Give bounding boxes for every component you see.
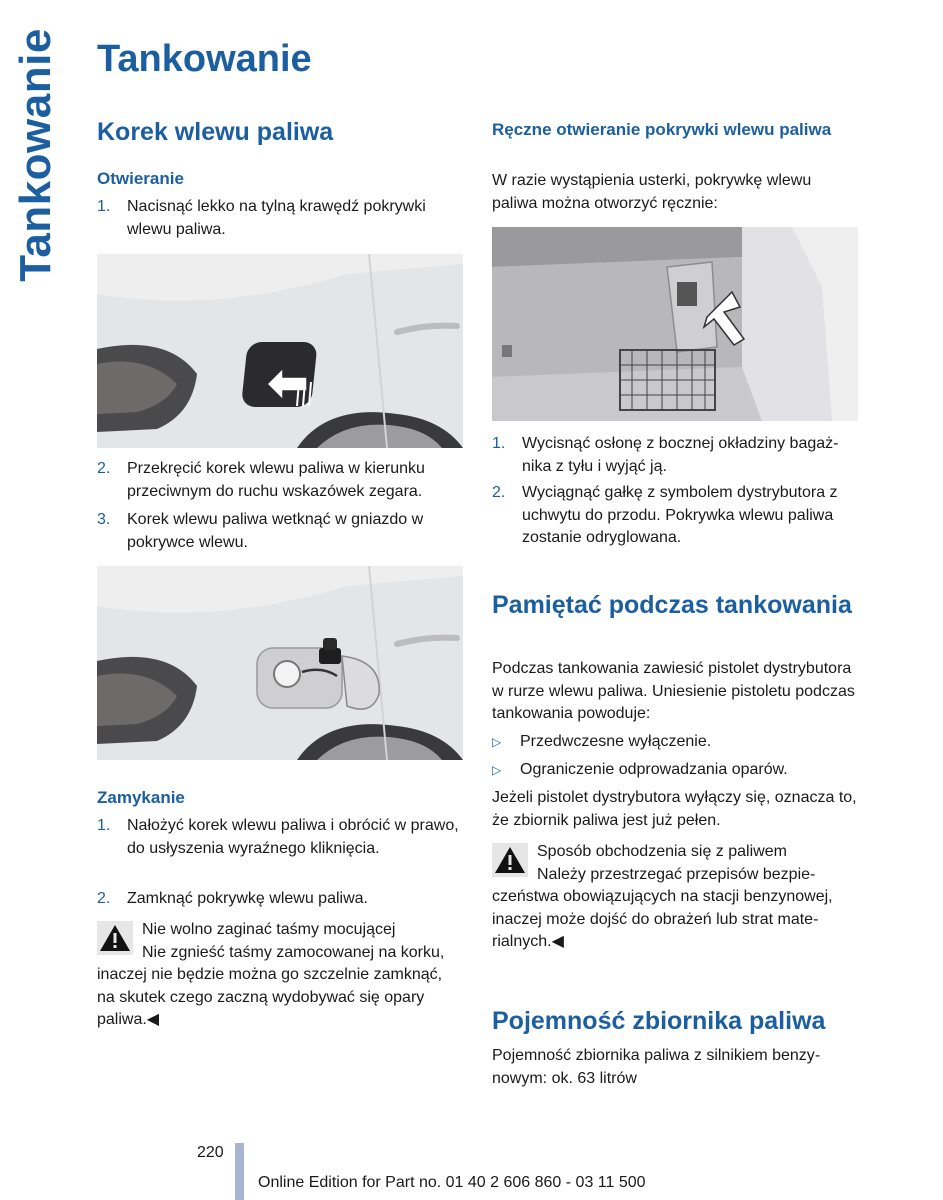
section-heading-fuel-cap: Korek wlewu paliwa — [97, 118, 334, 146]
warning-fuel-handling — [492, 841, 858, 954]
warning-text: Nie zgnieść taśmy zamocowanej na korku, inaczej nie będzie można go szczelnie zamknąć, na skutek czego zaczną wydobywać się opary paliwa.◀ — [97, 943, 445, 1028]
step-text: Korek wlewu paliwa wetknąć w gniazdo w pokrywce wlewu. — [127, 511, 424, 551]
refuelling-bullet-2 — [492, 759, 858, 782]
step-text: Nacisnąć lekko na tylną krawędź pokrywki wlewu paliwa. — [127, 198, 426, 238]
refuelling-full-note: Jeżeli pistolet dystrybutora wyłączy się, oznacza to, że zbiornik paliwa jest już pełen. — [492, 789, 857, 829]
refuelling-intro: Podczas tankowania zawiesić pistolet dystrybutora w rurze wlewu paliwa. Uniesienie pistoletu podczas tankowania powoduje: — [492, 660, 855, 722]
step-number: 2. — [97, 890, 111, 907]
step-text: Przekręcić korek wlewu paliwa w kierunku przeciwnym do ruchu wskazówek zegara. — [127, 460, 425, 500]
step-text: Zamknąć pokrywkę wlewu paliwa. — [127, 890, 368, 907]
manual-opening-intro: W razie wystąpienia usterki, pokrywkę wlewu paliwa można otworzyć ręcznie: — [492, 172, 812, 212]
opening-step-1 — [97, 196, 463, 241]
subheading-manual-opening: Ręczne otwieranie pokrywki wlewu paliwa — [492, 120, 832, 139]
step-number: 1. — [492, 435, 506, 452]
section-heading-tank-capacity: Pojemność zbiornika paliwa — [492, 1007, 826, 1035]
footer-bar — [235, 1143, 244, 1200]
warning-title: Sposób obchodzenia się z paliwem — [537, 843, 787, 860]
warning-triangle-icon — [97, 921, 133, 955]
step-text: Nałożyć korek wlewu paliwa i obrócić w prawo, do usłyszenia wyraźnego kliknięcia. — [127, 817, 459, 857]
section-heading-refuelling: Pamiętać podczas tankowania — [492, 591, 852, 619]
opening-step-3 — [97, 509, 463, 554]
step-number: 2. — [97, 460, 111, 477]
tank-capacity-text: Pojemność zbiornika paliwa z silnikiem benzynowym: ok. 63 litrów — [492, 1047, 821, 1087]
warning-strap — [97, 919, 463, 1032]
step-number: 2. — [492, 484, 506, 501]
fuel-cap-holder-illustration — [97, 566, 463, 760]
manual-step-2 — [492, 482, 858, 550]
opening-step-2 — [97, 458, 463, 503]
subheading-opening: Otwieranie — [97, 169, 184, 188]
luggage-compartment-illustration — [492, 227, 858, 421]
side-chapter-tab — [8, 28, 64, 282]
step-number: 1. — [97, 198, 111, 215]
bullet-text: Przedwczesne wyłączenie. — [520, 733, 712, 750]
fuel-flap-press-illustration — [97, 254, 463, 448]
step-number: 3. — [97, 511, 111, 528]
warning-title: Nie wolno zaginać taśmy mocującej — [142, 921, 396, 938]
subheading-closing: Zamykanie — [97, 788, 185, 807]
warning-text: Należy przestrzegać przepisów bezpieczeństwa obowiązujących na stacji benzynowej, inaczej może dojść do obrażeń lub strat materialnych.◀ — [492, 865, 833, 950]
step-text: Wyciągnąć gałkę z symbolem dystrybutora z uchwytu do przodu. Pokrywka wlewu paliwa zostanie odryglowana. — [522, 484, 838, 546]
manual-step-1 — [492, 433, 858, 478]
step-number: 1. — [97, 817, 111, 834]
bullet-triangle-icon: ▷ — [492, 735, 502, 749]
refuelling-bullet-1 — [492, 731, 858, 754]
bullet-text: Ograniczenie odprowadzania oparów. — [520, 761, 788, 778]
page-number: 220 — [197, 1144, 224, 1161]
closing-step-1 — [97, 815, 463, 860]
page-title: Tankowanie — [97, 38, 312, 80]
warning-triangle-icon — [492, 843, 528, 877]
bullet-triangle-icon: ▷ — [492, 763, 502, 777]
edition-note: Online Edition for Part no. 01 40 2 606 860 - 03 11 500 — [258, 1174, 646, 1191]
side-chapter-label: Tankowanie — [11, 28, 60, 282]
step-text: Wycisnąć osłonę z bocznej okładziny bagażnika z tyłu i wyjąć ją. — [522, 435, 839, 475]
closing-step-2 — [97, 888, 463, 911]
